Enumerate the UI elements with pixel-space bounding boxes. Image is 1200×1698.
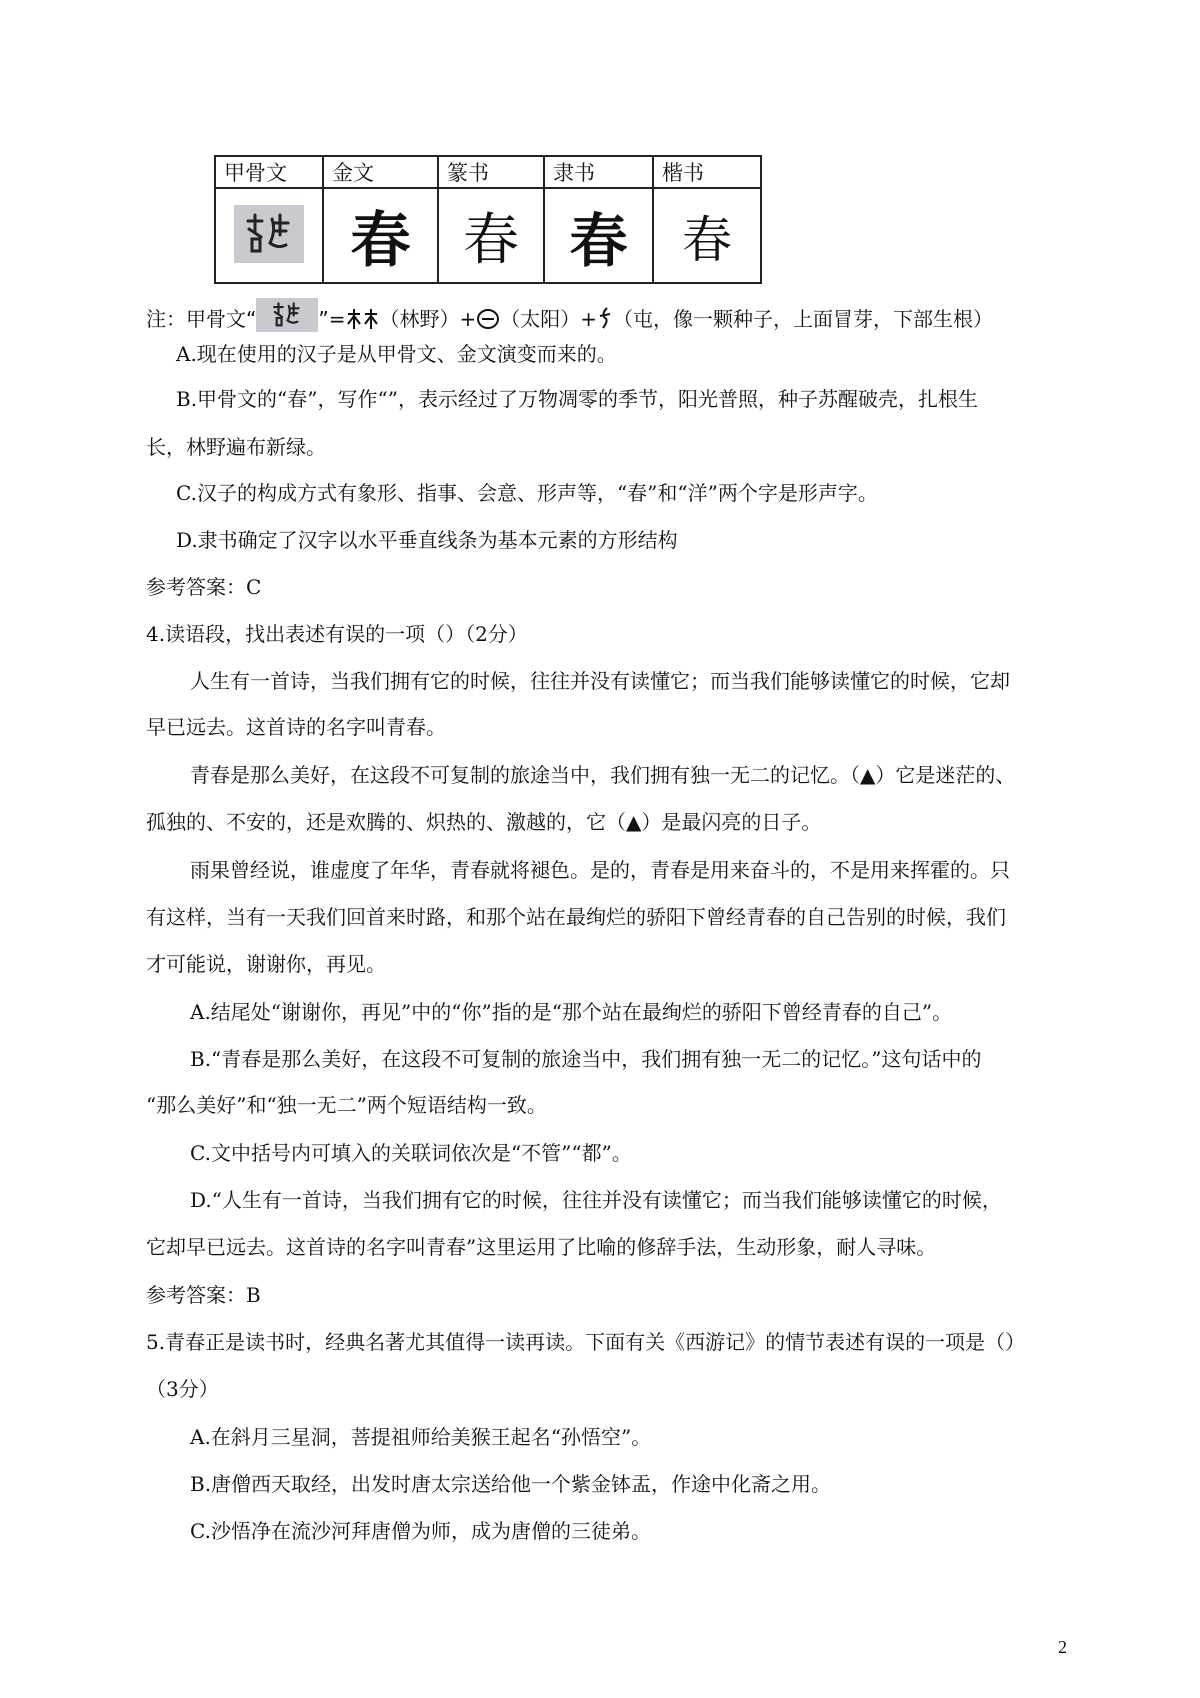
option-a-q4: A.结尾处“谢谢你，再见”中的“你”指的是“那个站在最绚烂的骄阳下曾经青春的自己”。	[190, 1000, 953, 1024]
option-c-q4: C.文中括号内可填入的关联词依次是“不管”“都”。	[190, 1141, 632, 1165]
sun-symbol-icon	[476, 308, 500, 335]
oracle-bone-chun-inline-image	[256, 298, 318, 332]
header-jinwen: 金文	[323, 156, 438, 188]
passage-p1-line1: 人生有一首诗，当我们拥有它的时候，往往并没有读懂它；而当我们能够读懂它的时候，它却	[190, 669, 1010, 693]
option-a-q5: A.在斜月三星洞，菩提祖师给美猴王起名“孙悟空”。	[190, 1425, 652, 1449]
passage-p1-line2: 早已远去。这首诗的名字叫青春。	[146, 715, 446, 739]
option-b-q5: B.唐僧西天取经，出发时唐太宗送给他一个紫金钵盂，作途中化斋之用。	[190, 1472, 832, 1496]
option-c-q3: C.汉子的构成方式有象形、指事、会意、形声等，“春”和“洋”两个字是形声字。	[176, 481, 878, 505]
table-note	[146, 298, 1146, 335]
question-5-title-line2: （3分）	[146, 1377, 219, 1401]
table-glyph-row	[215, 188, 761, 283]
cell-kaishu	[653, 188, 761, 283]
question-4-title: 4.读语段，找出表述有误的一项（）（2分）	[146, 622, 528, 646]
cell-jiaguwen	[215, 188, 323, 283]
answer-q3: 参考答案：C	[146, 575, 262, 599]
bronze-chun-glyph: 春	[350, 205, 411, 276]
header-lishu: 隶书	[544, 156, 653, 188]
script-evolution-table	[214, 155, 762, 284]
header-kaishu: 楷书	[653, 156, 761, 188]
note-part3: （屯，像一颗种子，上面冒芽，下部生根）	[613, 307, 994, 331]
passage-p3-line1: 雨果曾经说，谁虚度了年华，青春就将褪色。是的，青春是用来奋斗的，不是用来挥霍的。只	[190, 858, 1010, 882]
cell-jinwen	[323, 188, 438, 283]
option-c-q5: C.沙悟净在流沙河拜唐僧为师，成为唐僧的三徒弟。	[190, 1519, 651, 1543]
option-b-q4-line2: “那么美好”和“独一无二”两个短语结构一致。	[146, 1093, 547, 1117]
cell-lishu	[544, 188, 653, 283]
question-5-title-line1: 5.青春正是读书时，经典名著尤其值得一读再读。下面有关《西游记》的情节表述有误的一项是（）	[146, 1330, 1026, 1354]
option-a-q3: A.现在使用的汉子是从甲骨文、金文演变而来的。	[176, 342, 617, 366]
clerical-chun-glyph: 春	[569, 206, 628, 275]
forest-symbol-icon	[346, 308, 380, 335]
answer-q4: 参考答案：B	[146, 1283, 261, 1307]
passage-p2-line1: 青春是那么美好，在这段不可复制的旅途当中，我们拥有独一无二的记忆。（▲）它是迷茫的、	[190, 763, 1016, 787]
option-b-q3-line2: 长，林野遍布新绿。	[146, 435, 326, 459]
page-number: 2	[1058, 1637, 1067, 1657]
regular-chun-glyph: 春	[682, 210, 732, 269]
note-part1: （林野）+	[379, 307, 477, 331]
table-header-row	[215, 156, 761, 188]
passage-p3-line2: 有这样，当有一天我们回首来时路，和那个站在最绚烂的骄阳下曾经青春的自己告别的时候，我们	[146, 905, 1006, 929]
option-b-q3-line1: B.甲骨文的“春”，写作“”，表示经过了万物凋零的季节，阳光普照，种子苏醒破壳，扎根生	[176, 387, 978, 411]
header-jiaguwen: 甲骨文	[215, 156, 323, 188]
option-b-q4-line1: B.“青春是那么美好，在这段不可复制的旅途当中，我们拥有独一无二的记忆。”这句话中的	[190, 1047, 982, 1071]
passage-p3-line3: 才可能说，谢谢你，再见。	[146, 952, 386, 976]
oracle-bone-chun-image	[234, 205, 304, 263]
passage-p2-line2: 孤独的、不安的，还是欢腾的、炽热的、激越的，它（▲）是最闪亮的日子。	[146, 810, 822, 834]
note-part2: （太阳）+	[500, 307, 598, 331]
cell-zhuanshu	[438, 188, 544, 283]
header-zhuanshu: 篆书	[438, 156, 544, 188]
option-d-q4-line1: D.“人生有一首诗，当我们拥有它的时候，往往并没有读懂它；而当我们能够读懂它的时候，	[190, 1188, 1002, 1212]
sprout-symbol-icon	[597, 306, 613, 335]
option-d-q4-line2: 它却早已远去。这首诗的名字叫青春”这里运用了比喻的修辞手法，生动形象，耐人寻味。	[146, 1235, 937, 1259]
option-d-q3: D.隶书确定了汉字以水平垂直线条为基本元素的方形结构	[176, 528, 678, 552]
seal-chun-glyph: 春	[463, 207, 519, 273]
note-equals: ”=	[318, 307, 346, 331]
note-prefix: 注：甲骨文“	[146, 307, 257, 331]
